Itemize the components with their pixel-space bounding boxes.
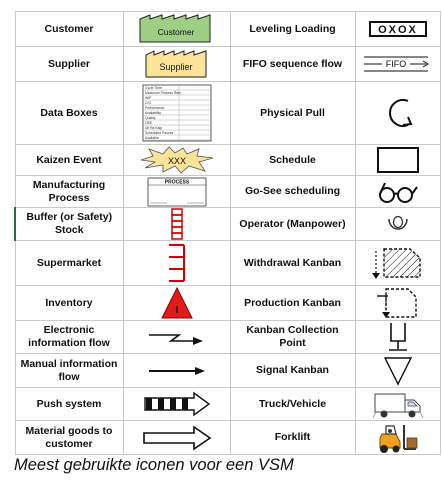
data-box-line-text: Cycle Time: [144, 86, 162, 90]
label-physical-pull: Physical Pull: [230, 82, 355, 145]
label-data-boxes: Data Boxes: [15, 82, 123, 145]
label-go-see-scheduling: Go-See scheduling: [230, 176, 355, 208]
label-supplier: Supplier: [15, 47, 123, 82]
label-buffer-stock: Buffer (or Safety) Stock: [15, 208, 123, 241]
kaizen-burst-icon-text: XXX: [167, 156, 186, 166]
data-box-line-text: Performance: [144, 106, 164, 110]
data-box-line-text: WIP: [144, 96, 151, 100]
label-customer: Customer: [15, 12, 123, 47]
legend-row: [15, 176, 440, 208]
label-fifo-sequence-flow: FIFO sequence flow: [230, 47, 355, 82]
withdrawal-kanban-icon: [370, 243, 426, 283]
label-signal-kanban: Signal Kanban: [230, 354, 355, 388]
label-inventory: Inventory: [15, 286, 123, 321]
legend-row: [15, 354, 440, 388]
legend-row: [15, 321, 440, 354]
label-manufacturing-process: Manufacturing Process: [15, 176, 123, 208]
legend-row: [15, 241, 440, 286]
manual-information-arrow-icon: [145, 361, 209, 381]
data-box-line-text: Maximum Process Rate: [144, 91, 181, 95]
data-box-line-text: Availability: [144, 111, 161, 115]
label-production-kanban: Production Kanban: [230, 286, 355, 321]
eyeglasses-icon: [376, 179, 420, 205]
legend-row: [15, 82, 440, 145]
fifo-lane-icon: [362, 54, 434, 74]
data-box-line-text: Available: [144, 136, 159, 140]
supplier-icon-text: Supplier: [158, 62, 193, 72]
signal-kanban-triangle-icon: [383, 356, 413, 386]
data-box-icon: [141, 84, 213, 142]
label-operator: Operator (Manpower): [230, 208, 355, 241]
buffer-stock-icon: [167, 208, 187, 240]
forklift-icon: [374, 422, 422, 454]
push-arrow-icon: [142, 391, 212, 417]
schedule-box-icon: [375, 146, 421, 174]
process-box-icon: [147, 177, 207, 207]
legend-row: [15, 145, 440, 176]
supermarket-icon: [165, 243, 189, 283]
production-kanban-icon: [374, 286, 422, 320]
process-box-icon-text: PROCESS: [164, 179, 189, 185]
legend-row: [15, 47, 440, 82]
data-box-line-text: Scheduled Pauzes: [144, 131, 173, 135]
label-push-system: Push system: [15, 388, 123, 421]
legend-row: [15, 286, 440, 321]
data-box-line-text: Uit Ra Kaip: [144, 126, 162, 130]
figure-caption: Meest gebruikte iconen voor een VSM: [14, 456, 294, 474]
vsm-icon-legend-table: [14, 11, 441, 455]
label-kanban-collection-point: Kanban Collection Point: [230, 321, 355, 354]
label-supermarket: Supermarket: [15, 241, 123, 286]
label-manual-information-flow: Manual information flow: [15, 354, 123, 388]
electronic-information-arrow-icon: [145, 325, 209, 349]
data-box-line-text: Quality: [144, 116, 156, 120]
label-truck-vehicle: Truck/Vehicle: [230, 388, 355, 421]
legend-row: [15, 208, 440, 241]
fifo-lane-icon-text: FIFO: [385, 59, 406, 69]
customer-icon-text: Customer: [157, 27, 194, 37]
label-electronic-information-flow: Electronic information flow: [15, 321, 123, 354]
label-schedule: Schedule: [230, 145, 355, 176]
data-box-line-text: OEE: [144, 121, 152, 125]
supplier-icon: [142, 49, 212, 79]
leveling-loading-icon-text: OXOX: [377, 24, 418, 36]
label-material-goods-to-customer: Material goods to customer: [15, 421, 123, 455]
legend-row: [15, 12, 440, 47]
inventory-triangle-icon: [160, 287, 194, 319]
operator-icon: [386, 211, 410, 237]
data-box-line-text: C/O: [144, 101, 151, 105]
label-leveling-loading: Leveling Loading: [230, 12, 355, 47]
kaizen-burst-icon: [137, 146, 217, 174]
label-withdrawal-kanban: Withdrawal Kanban: [230, 241, 355, 286]
inventory-triangle-icon-text: I: [175, 305, 178, 316]
kanban-post-icon: [381, 321, 415, 353]
label-forklift: Forklift: [230, 421, 355, 455]
leveling-loading-icon: [368, 19, 428, 39]
legend-row: [15, 388, 440, 421]
customer-icon: [136, 14, 218, 44]
legend-row: [15, 421, 440, 455]
shipment-arrow-icon: [141, 425, 213, 451]
physical-pull-icon: [378, 93, 418, 133]
label-kaizen-event: Kaizen Event: [15, 145, 123, 176]
truck-icon: [372, 388, 424, 420]
